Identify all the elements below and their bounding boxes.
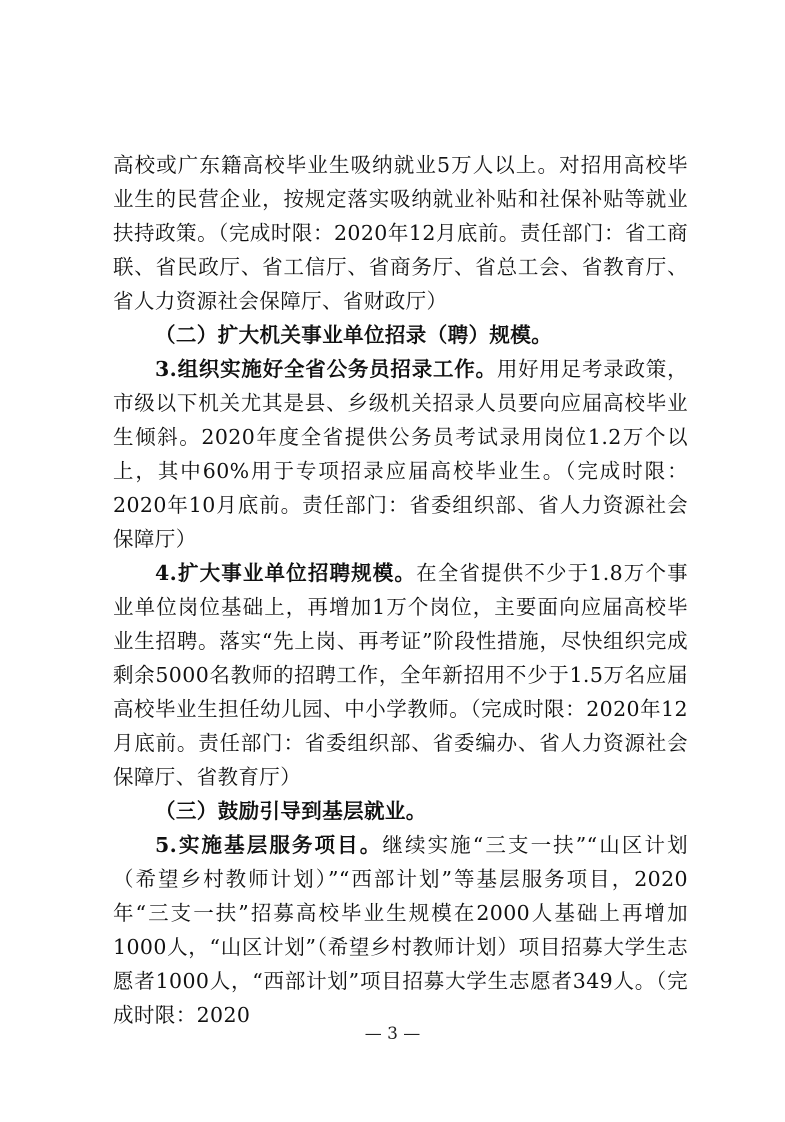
document-body — [113, 148, 688, 1032]
heading-text: （二）扩大机关事业单位招录（聘）规模。 — [155, 323, 553, 347]
item-text: 继续实施“三支一扶”“山区计划（希望乡村教师计划）”“西部计划”等基层服务项目，2020年“三支一扶”招募高校毕业生规模在2000人基础上再增加1000人，“山区计划”（希望乡村教师计划）项目招募大学生志愿者1000人，“西部计划”项目招募大学生志愿者349人。（完成时限：2020 — [113, 833, 688, 1027]
paragraph-continuation — [113, 148, 688, 318]
page-number: — 3 — — [364, 1024, 421, 1044]
section-heading-3 — [113, 794, 688, 828]
item-lead: 3.组织实施好全省公务员招录工作。 — [155, 357, 497, 381]
item-text: 在全省提供不少于1.8万个事业单位岗位基础上，再增加1万个岗位，主要面向应届高校毕业生招聘。落实“先上岗、再考证”阶段性措施，尽快组织完成剩余5000名教师的招聘工作，全年新招用不少于1.5万名应届高校毕业生担任幼儿园、中小学教师。（完成时限：2020年12月底前。责任部门：省委组织部、省委编办、省人力资源社会保障厅、省教育厅） — [113, 561, 688, 789]
item-lead: 5.实施基层服务项目。 — [155, 833, 383, 857]
section-heading-2 — [113, 318, 688, 352]
heading-text: （三）鼓励引导到基层就业。 — [155, 799, 427, 823]
paragraph-item-3 — [113, 352, 688, 556]
paragraph-item-5 — [113, 828, 688, 1032]
item-lead: 4.扩大事业单位招聘规模。 — [155, 561, 417, 585]
paragraph-text: 高校或广东籍高校毕业生吸纳就业5万人以上。对招用高校毕业生的民营企业，按规定落实吸纳就业补贴和社保补贴等就业扶持政策。（完成时限：2020年12月底前。责任部门：省工商联、省民政厅、省工信厅、省商务厅、省总工会、省教育厅、省人力资源社会保障厅、省财政厅） — [113, 153, 688, 313]
item-text: 用好用足考录政策，市级以下机关尤其是县、乡级机关招录人员要向应届高校毕业生倾斜。2020年度全省提供公务员考试录用岗位1.2万个以上，其中60%用于专项招录应届高校毕业生。（完成时限：2020年10月底前。责任部门：省委组织部、省人力资源社会保障厅） — [113, 357, 688, 551]
paragraph-item-4 — [113, 556, 688, 794]
